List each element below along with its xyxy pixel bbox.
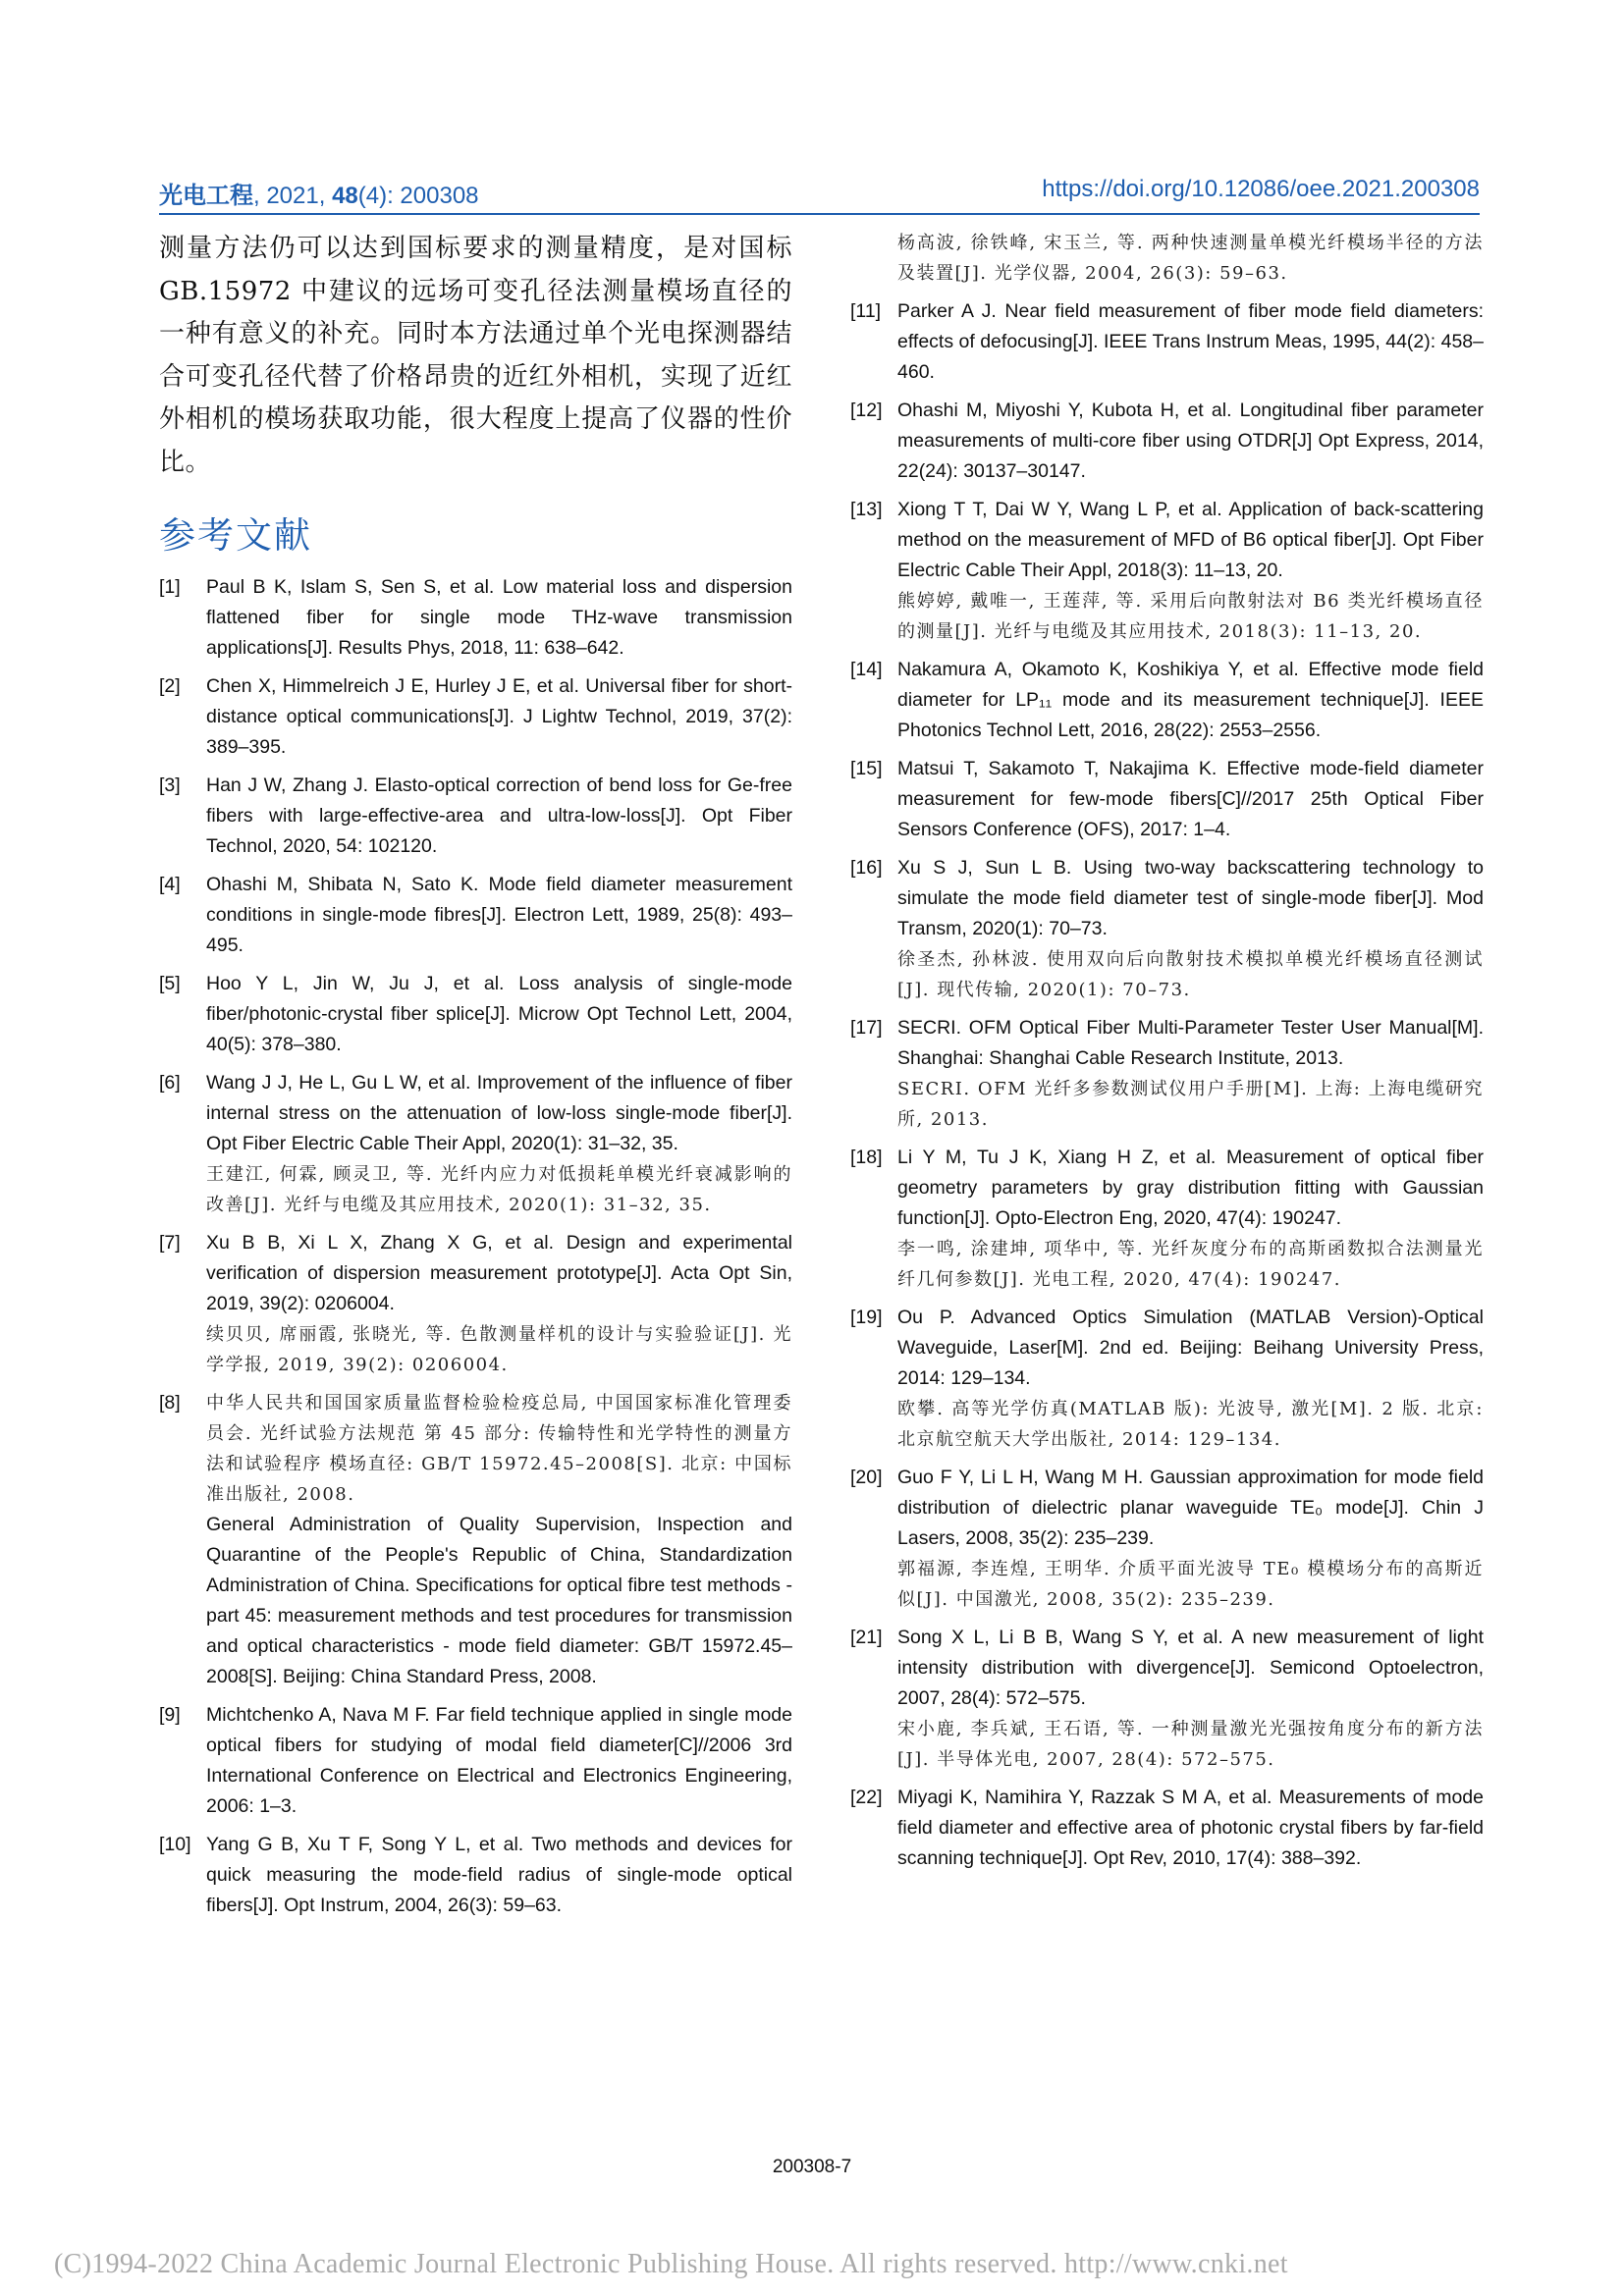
reference-item xyxy=(159,870,792,961)
reference-item xyxy=(850,296,1484,388)
reference-text xyxy=(206,1830,792,1921)
reference-text xyxy=(897,1143,1484,1295)
reference-item xyxy=(159,671,792,763)
reference-text xyxy=(206,1228,792,1380)
reference-english: Han J W, Zhang J. Elasto-optical correction of bend loss for Ge-free fibers with large-effective-area and ultra-low-loss[J]. Opt Fiber Technol, 2020, 54: 102120. xyxy=(206,774,792,857)
reference-item xyxy=(850,1303,1484,1455)
reference-item xyxy=(850,228,1484,289)
reference-number: [18] xyxy=(850,1147,883,1168)
references-heading: 参考文献 xyxy=(159,514,312,557)
reference-item xyxy=(850,853,1484,1005)
reference-text xyxy=(206,969,792,1060)
reference-text xyxy=(206,1700,792,1822)
reference-item xyxy=(159,969,792,1060)
reference-english: Ohashi M, Miyoshi Y, Kubota H, et al. Longitudinal fiber parameter measurements of multi-core fiber using OTDR[J] Opt Express, 2014, 22(24): 30137–30147. xyxy=(897,400,1484,482)
reference-english: Ou P. Advanced Optics Simulation (MATLAB Version)-Optical Waveguide, Laser[M]. 2nd ed. Beijing: Beihang University Press, 2014: 129–134. xyxy=(897,1307,1484,1389)
journal-year: , 2021, xyxy=(253,183,333,209)
reference-english: Wang J J, He L, Gu L W, et al. Improvement of the influence of fiber internal stress on the attenuation of low-loss single-mode fiber[J]. Opt Fiber Electric Cable Their Appl, 2020(1): 31–32, 35. xyxy=(206,1072,792,1154)
body-paragraph: 测量方法仍可以达到国标要求的测量精度，是对国标GB.15972 中建议的远场可变孔径法测量模场直径的一种有意义的补充。同时本方法通过单个光电探测器结合可变孔径代替了价格昂贵的近红外相机，实现了近红外相机的模场获取功能，很大程度上提高了仪器的性价比。 xyxy=(159,234,792,477)
reference-chinese: 宋小鹿, 李兵斌, 王石语, 等. 一种测量激光光强按角度分布的新方法[J]. 半导体光电, 2007, 28(4): 572–575. xyxy=(897,1719,1484,1770)
reference-item xyxy=(850,495,1484,647)
reference-number: [15] xyxy=(850,758,883,779)
journal-name: 光电工程 xyxy=(159,183,253,209)
reference-number xyxy=(850,228,897,289)
reference-english: Hoo Y L, Jin W, Ju J, et al. Loss analysis of single-mode fiber/photonic-crystal fiber splice[J]. Microw Opt Technol Lett, 2004, 40(5): 378–380. xyxy=(206,973,792,1055)
reference-english: Miyagi K, Namihira Y, Razzak S M A, et al. Measurements of mode field diameter and effective area of photonic crystal fibers by far-field scanning technique[J]. Opt Rev, 2010, 17(4): 388–392. xyxy=(897,1787,1484,1869)
reference-text xyxy=(897,228,1484,289)
reference-chinese: 中华人民共和国国家质量监督检验检疫总局, 中国国家标准化管理委员会. 光纤试验方法规范 第 45 部分: 传输特性和光学特性的测量方法和试验程序 模场直径: GB/T 15972.45–2008[S]. 北京: 中国标准出版社, 2008. xyxy=(206,1393,792,1505)
reference-item xyxy=(159,1068,792,1220)
reference-number: [12] xyxy=(850,400,883,421)
reference-chinese: SECRI. OFM 光纤多参数测试仪用户手册[M]. 上海: 上海电缆研究所, 2013. xyxy=(897,1079,1484,1130)
reference-text xyxy=(206,1388,792,1692)
reference-english: Li Y M, Tu J K, Xiang H Z, et al. Measurement of optical fiber geometry parameters by gray distribution fitting with Gaussian function[J]. Opto-Electron Eng, 2020, 47(4): 190247. xyxy=(897,1147,1484,1229)
reference-text xyxy=(897,296,1484,388)
reference-item xyxy=(850,396,1484,487)
reference-number: [21] xyxy=(850,1627,883,1648)
reference-chinese: 熊婷婷, 戴唯一, 王莲萍, 等. 采用后向散射法对 B6 类光纤模场直径的测量[J]. 光纤与电缆及其应用技术, 2018(3): 11–13, 20. xyxy=(897,591,1484,642)
left-column xyxy=(159,228,792,1929)
reference-number: [17] xyxy=(850,1017,883,1039)
reference-english: Song X L, Li B B, Wang S Y, et al. A new measurement of light intensity distribution with divergence[J]. Semicond Optoelectron, 2007, 28(4): 572–575. xyxy=(897,1627,1484,1709)
reference-chinese: 杨高波, 徐铁峰, 宋玉兰, 等. 两种快速测量单模光纤模场半径的方法及装置[J]. 光学仪器, 2004, 26(3): 59–63. xyxy=(897,233,1484,284)
reference-english: Xiong T T, Dai W Y, Wang L P, et al. Application of back-scattering method on the measurement of MFD of B6 optical fiber[J]. Opt Fiber Electric Cable Their Appl, 2018(3): 11–13, 20. xyxy=(897,499,1484,581)
reference-chinese: 欧攀. 高等光学仿真(MATLAB 版): 光波导, 激光[M]. 2 版. 北京: 北京航空航天大学出版社, 2014: 129–134. xyxy=(897,1399,1484,1450)
reference-item xyxy=(159,771,792,862)
reference-number: [16] xyxy=(850,857,883,879)
reference-item xyxy=(850,754,1484,845)
reference-text xyxy=(206,1068,792,1220)
reference-number: [22] xyxy=(850,1787,883,1808)
reference-item xyxy=(850,1623,1484,1775)
reference-number: [3] xyxy=(159,774,181,796)
reference-number: [11] xyxy=(850,300,882,322)
page-number: 200308-7 xyxy=(772,2157,852,2177)
reference-english: General Administration of Quality Supervision, Inspection and Quarantine of the People's Republic of China, Standardization Administration of China. Specifications for optical fibre test methods - part 45: measurement methods and test procedures for transmission and optical characteristics - mode field diameter: GB/T 15972.45–2008[S]. Beijing: China Standard Press, 2008. xyxy=(206,1514,792,1687)
reference-text xyxy=(206,572,792,664)
reference-number: [2] xyxy=(159,675,181,697)
journal-volume: 48 xyxy=(332,183,358,209)
reference-number: [4] xyxy=(159,874,181,895)
reference-number: [20] xyxy=(850,1467,883,1488)
running-header xyxy=(159,174,1480,215)
reference-english: Michtchenko A, Nava M F. Far field technique applied in single mode optical fibers for studying of modal field diameter[C]//2006 3rd International Conference on Electrical and Electronics Engineering, 2006: 1–3. xyxy=(206,1704,792,1817)
reference-text xyxy=(897,1623,1484,1775)
reference-text xyxy=(206,671,792,763)
reference-text xyxy=(206,771,792,862)
reference-item xyxy=(850,1143,1484,1295)
reference-number: [8] xyxy=(159,1392,181,1414)
reference-item xyxy=(159,572,792,664)
reference-list-left xyxy=(159,572,792,1921)
reference-text xyxy=(897,495,1484,647)
reference-number: [9] xyxy=(159,1704,181,1726)
reference-number: [5] xyxy=(159,973,181,994)
copyright-footer: (C)1994-2022 China Academic Journal Electronic Publishing House. All rights reserved. http://www.cnki.net xyxy=(54,2249,1288,2279)
reference-text xyxy=(897,655,1484,746)
reference-chinese: 郭福源, 李连煌, 王明华. 介质平面光波导 TE₀ 模模场分布的高斯近似[J]. 中国激光, 2008, 35(2): 235–239. xyxy=(897,1559,1484,1610)
reference-text xyxy=(897,853,1484,1005)
reference-chinese: 徐圣杰, 孙林波. 使用双向后向散射技术模拟单模光纤模场直径测试[J]. 现代传输, 2020(1): 70–73. xyxy=(897,949,1484,1000)
journal-citation xyxy=(159,176,479,210)
reference-number: [14] xyxy=(850,659,883,680)
reference-number: [10] xyxy=(159,1834,191,1855)
reference-text xyxy=(897,396,1484,487)
journal-issue-pages: (4): 200308 xyxy=(357,183,479,209)
reference-item xyxy=(159,1388,792,1692)
reference-item xyxy=(159,1700,792,1822)
reference-text xyxy=(897,1303,1484,1455)
doi-link[interactable]: https://doi.org/10.12086/oee.2021.200308 xyxy=(1042,176,1480,202)
reference-number: [6] xyxy=(159,1072,181,1094)
reference-item xyxy=(159,1830,792,1921)
reference-item xyxy=(850,1463,1484,1615)
reference-number: [7] xyxy=(159,1232,181,1254)
reference-list-right xyxy=(850,228,1484,1874)
reference-english: SECRI. OFM Optical Fiber Multi-Parameter Tester User Manual[M]. Shanghai: Shanghai Cable Research Institute, 2013. xyxy=(897,1017,1484,1069)
reference-text xyxy=(897,1013,1484,1135)
right-column xyxy=(850,228,1484,1882)
reference-item xyxy=(850,1013,1484,1135)
reference-item xyxy=(159,1228,792,1380)
reference-english: Paul B K, Islam S, Sen S, et al. Low material loss and dispersion flattened fiber for single mode THz-wave transmission applications[J]. Results Phys, 2018, 11: 638–642. xyxy=(206,576,792,659)
reference-english: Guo F Y, Li L H, Wang M H. Gaussian approximation for mode field distribution of dielectric planar waveguide TE₀ mode[J]. Chin J Lasers, 2008, 35(2): 235–239. xyxy=(897,1467,1484,1549)
reference-number: [13] xyxy=(850,499,883,520)
reference-chinese: 王建江, 何霖, 顾灵卫, 等. 光纤内应力对低损耗单模光纤衰减影响的改善[J]. 光纤与电缆及其应用技术, 2020(1): 31–32, 35. xyxy=(206,1164,792,1215)
reference-english: Yang G B, Xu T F, Song Y L, et al. Two methods and devices for quick measuring the mode-field radius of single-mode optical fibers[J]. Opt Instrum, 2004, 26(3): 59–63. xyxy=(206,1834,792,1916)
reference-chinese: 李一鸣, 涂建坤, 项华中, 等. 光纤灰度分布的高斯函数拟合法测量光纤几何参数[J]. 光电工程, 2020, 47(4): 190247. xyxy=(897,1239,1484,1290)
reference-number: [1] xyxy=(159,576,181,598)
reference-english: Nakamura A, Okamoto K, Koshikiya Y, et al. Effective mode field diameter for LP₁₁ mode and its measurement technique[J]. IEEE Photonics Technol Lett, 2016, 28(22): 2553–2556. xyxy=(897,659,1484,741)
reference-text xyxy=(206,870,792,961)
reference-english: Xu B B, Xi L X, Zhang X G, et al. Design and experimental verification of dispersion measurement prototype[J]. Acta Opt Sin, 2019, 39(2): 0206004. xyxy=(206,1232,792,1314)
reference-item xyxy=(850,1783,1484,1874)
reference-number: [19] xyxy=(850,1307,883,1328)
reference-chinese: 续贝贝, 席丽霞, 张晓光, 等. 色散测量样机的设计与实验验证[J]. 光学学报, 2019, 39(2): 0206004. xyxy=(206,1324,792,1375)
reference-english: Xu S J, Sun L B. Using two-way backscattering technology to simulate the mode field diameter test of single-mode fiber[J]. Mod Transm, 2020(1): 70–73. xyxy=(897,857,1484,939)
reference-text xyxy=(897,754,1484,845)
reference-text xyxy=(897,1463,1484,1615)
reference-english: Parker A J. Near field measurement of fiber mode field diameters: effects of defocusing[J]. IEEE Trans Instrum Meas, 1995, 44(2): 458–460. xyxy=(897,300,1484,383)
reference-english: Chen X, Himmelreich J E, Hurley J E, et al. Universal fiber for short-distance optical communications[J]. J Lightw Technol, 2019, 37(2): 389–395. xyxy=(206,675,792,758)
reference-english: Ohashi M, Shibata N, Sato K. Mode field diameter measurement conditions in single-mode fibres[J]. Electron Lett, 1989, 25(8): 493–495. xyxy=(206,874,792,956)
reference-english: Matsui T, Sakamoto T, Nakajima K. Effective mode-field diameter measurement for few-mode fibers[C]//2017 25th Optical Fiber Sensors Conference (OFS), 2017: 1–4. xyxy=(897,758,1484,840)
reference-item xyxy=(850,655,1484,746)
reference-text xyxy=(897,1783,1484,1874)
